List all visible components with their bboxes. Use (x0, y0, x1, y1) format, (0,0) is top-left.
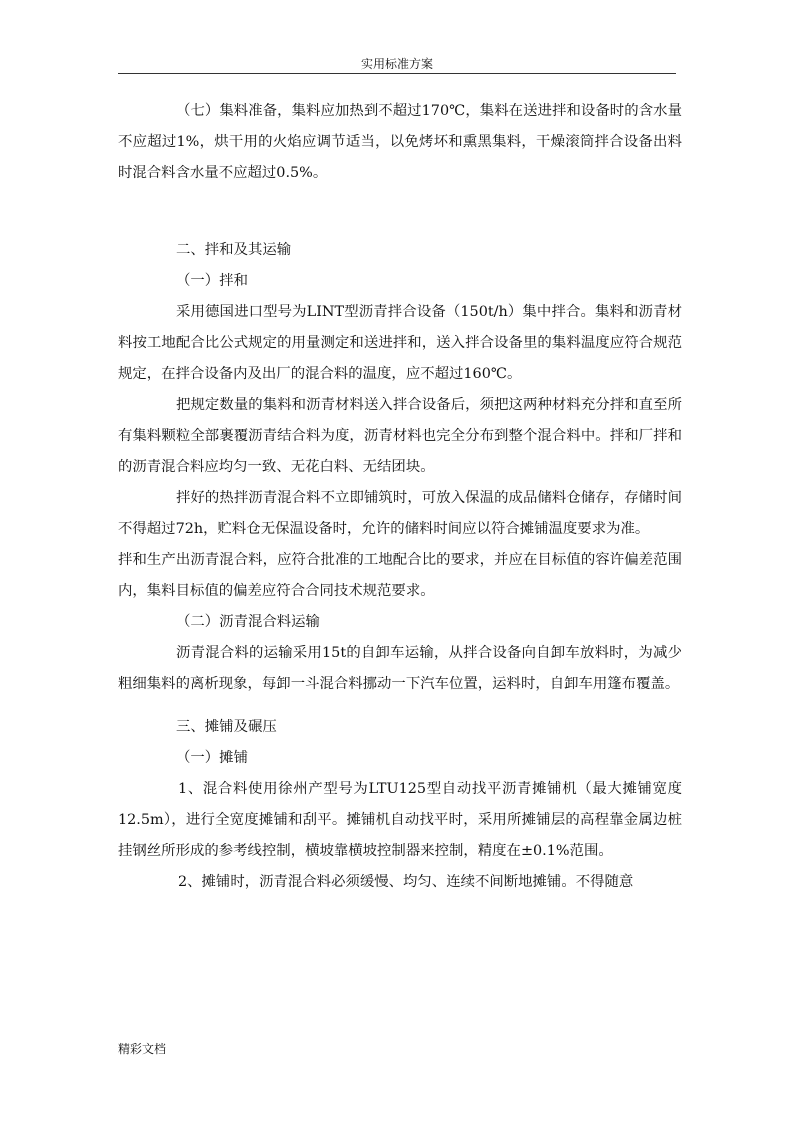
subsection-heading-paving: （一）摊铺 (176, 750, 248, 766)
page-header: 实用标准方案 (360, 57, 433, 71)
header-divider (118, 73, 676, 74)
paragraph-mixing-process: 把规定数量的集料和沥青材料送入拌合设备后，须把这两种材料充分拌和直至所有集料颗粒全部裹覆沥青结合料为度，沥青材料也完全分布到整个混合料中。拌和厂拌和的沥青混合料应均匀一致、无花白料、无结团块。 (118, 397, 682, 475)
subsection-heading-mixing: （一）拌和 (176, 273, 248, 289)
section-heading-paving-rolling: 三、摊铺及碾压 (176, 719, 277, 735)
document-body (118, 96, 682, 898)
subsection-heading-transport: （二）沥青混合料运输 (176, 614, 320, 630)
paragraph-storage: 拌好的热拌沥青混合料不立即铺筑时，可放入保温的成品储料仓储存，存储时间不得超过72h，贮料仓无保温设备时，允许的储料时间应以符合摊铺温度要求为准。 (118, 490, 682, 537)
section-heading-mixing-transport: 二、拌和及其运输 (176, 242, 292, 258)
section-gap (118, 700, 682, 712)
paragraph-paver: 1、混合料使用徐州产型号为LTU125型自动找平沥青摊铺机（最大摊铺宽度12.5m），进行全宽度摊铺和刮平。摊铺机自动找平时，采用所摊铺层的高程靠金属边桩挂钢丝所形成的参考线控制，横坡靠横坡控制器来控制，精度在±0.1%范围。 (118, 781, 682, 859)
page-footer: 精彩文档 (118, 1042, 167, 1056)
paragraph-mixing-equipment: 采用德国进口型号为LINT型沥青拌合设备（150t/h）集中拌合。集料和沥青材料按工地配合比公式规定的用量测定和送进拌和，送入拌合设备里的集料温度应符合规范规定，在拌合设备内及出厂的混合料的温度，应不超过160℃。 (118, 304, 682, 382)
section-gap (118, 189, 682, 235)
paragraph-aggregate-preparation: （七）集料准备，集料应加热到不超过170℃，集料在送进拌和设备时的含水量不应超过1%，烘干用的火焰应调节适当，以免烤坏和熏黑集料，干燥滚筒拌合设备出料时混合料含水量不应超过0.5%。 (118, 103, 682, 181)
paragraph-mix-ratio: 拌和生产出沥青混合料，应符合批准的工地配合比的要求，并应在目标值的容许偏差范围内，集料目标值的偏差应符合合同技术规范要求。 (118, 552, 682, 599)
paragraph-transport: 沥青混合料的运输采用15t的自卸车运输，从拌合设备向自卸车放料时，为减少粗细集料的离析现象，每卸一斗混合料挪动一下汽车位置，运料时，自卸车用篷布覆盖。 (118, 645, 682, 692)
paragraph-paving-speed: 2、摊铺时，沥青混合料必须缓慢、均匀、连续不间断地摊铺。不得随意 (178, 874, 634, 890)
